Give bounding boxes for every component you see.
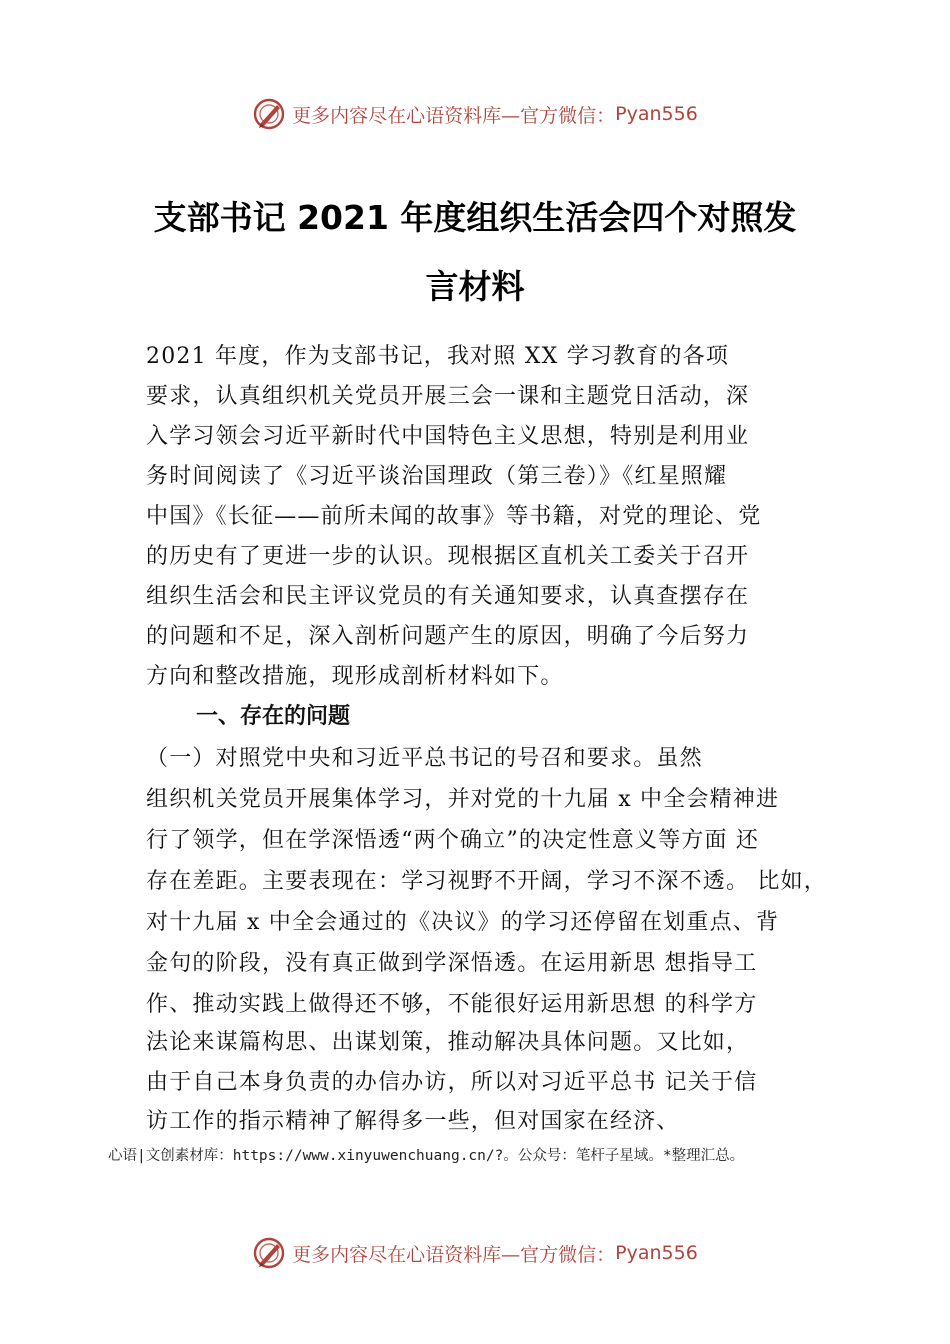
banner-wechat-id: Pyan556 bbox=[615, 103, 698, 125]
paragraph-line: 入学习领会习近平新时代中国特色主义思想，特别是利用业 bbox=[146, 424, 750, 449]
paragraph-line: 组织生活会和民主评议党员的有关通知要求，认真查摆存在 bbox=[146, 584, 750, 609]
footer-source-note: 心语|文创素材库：https://www.xinyuwenchuang.cn/?。公众号：笔杆子星域。*整理汇总。 bbox=[108, 1148, 745, 1164]
banner-wechat-id: Pyan556 bbox=[615, 1242, 698, 1264]
paragraph-line: 务时间阅读了《习近平谈治国理政（第三卷）》《红星照耀 bbox=[146, 464, 728, 489]
paragraph-line: （一）对照党中央和习近平总书记的号召和要求。虽然 bbox=[146, 746, 703, 771]
paragraph-line: 存在差距。主要表现在：学习视野不开阔，学习不深不透。 比如， bbox=[146, 869, 827, 894]
paragraph-line: 法论来谋篇构思、出谋划策，推动解决具体问题。又比如， bbox=[146, 1030, 750, 1055]
top-banner bbox=[0, 94, 950, 134]
paragraph-line: 作、推动实践上做得还不够，不能很好运用新思想 的科学方 bbox=[146, 992, 758, 1017]
banner-text: 更多内容尽在心语资料库—官方微信： bbox=[292, 1243, 616, 1266]
pen-logo-icon bbox=[252, 1236, 286, 1270]
paragraph-line: 2021 年度，作为支部书记，我对照 XX 学习教育的各项 bbox=[146, 344, 730, 369]
document-title-line-1: 支部书记 2021 年度组织生活会四个对照发 bbox=[153, 198, 797, 237]
paragraph-line: 行了领学，但在学深悟透“两个确立”的决定性意义等方面 还 bbox=[146, 828, 760, 853]
bottom-banner bbox=[0, 1233, 950, 1273]
pen-logo-icon bbox=[252, 97, 286, 131]
document-title-line-2: 言材料 bbox=[425, 267, 525, 306]
paragraph-line: 由于自己本身负责的办信办访，所以对习近平总书 记关于信 bbox=[146, 1070, 758, 1095]
paragraph-line: 金句的阶段，没有真正做到学深悟透。在运用新思 想指导工 bbox=[146, 951, 758, 976]
paragraph-line: 的历史有了更进一步的认识。现根据区直机关工委关于召开 bbox=[146, 544, 750, 569]
paragraph-line: 组织机关党员开展集体学习，并对党的十九届 x 中全会精神进 bbox=[146, 787, 780, 812]
paragraph-line: 要求，认真组织机关党员开展三会一课和主题党日活动，深 bbox=[146, 384, 750, 409]
section-heading: 一、存在的问题 bbox=[196, 704, 351, 729]
banner-text: 更多内容尽在心语资料库—官方微信： bbox=[292, 104, 616, 127]
paragraph-line: 中国》《长征——前所未闻的故事》等书籍，对党的理论、党 bbox=[146, 504, 762, 529]
paragraph-line: 访工作的指示精神了解得多一些，但对国家在经济、 bbox=[146, 1109, 680, 1134]
paragraph-line: 对十九届 x 中全会通过的《决议》的学习还停留在划重点、背 bbox=[146, 910, 780, 935]
paragraph-line: 的问题和不足，深入剖析问题产生的原因，明确了今后努力 bbox=[146, 624, 750, 649]
paragraph-line: 方向和整改措施，现形成剖析材料如下。 bbox=[146, 664, 564, 689]
